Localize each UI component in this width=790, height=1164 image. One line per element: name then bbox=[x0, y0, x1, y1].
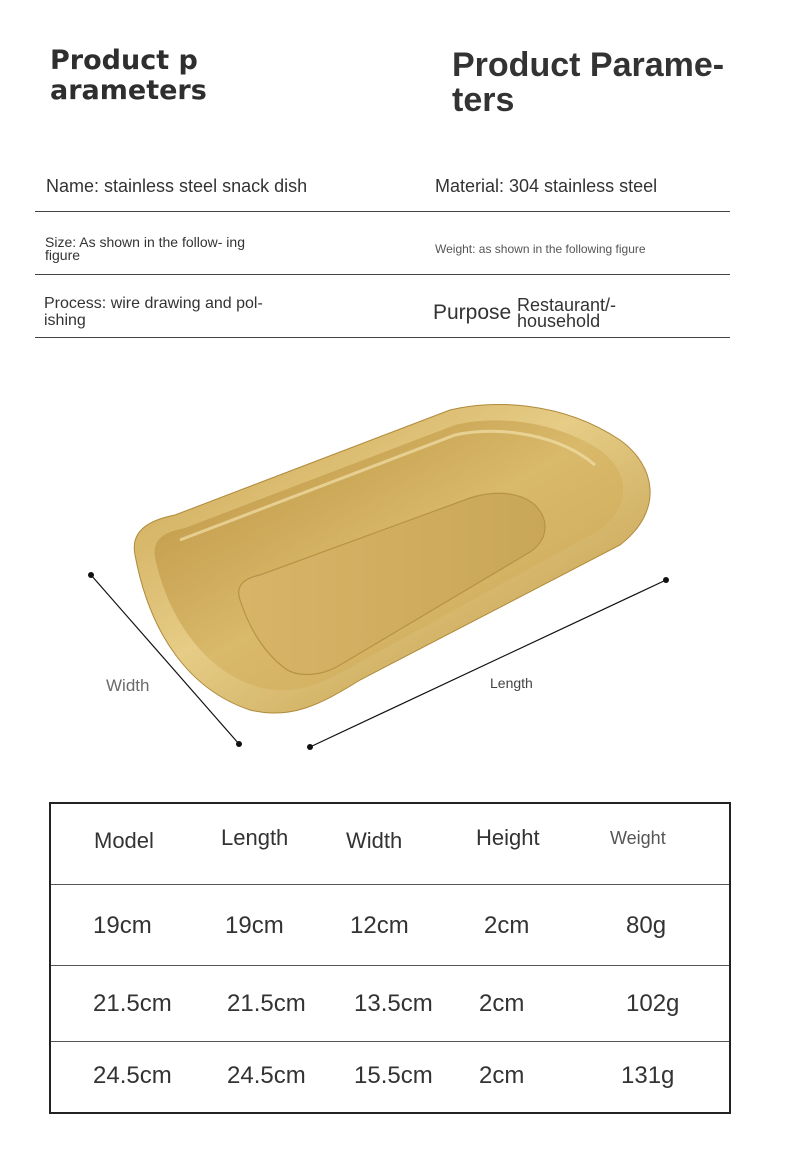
header-model: Model bbox=[94, 828, 154, 853]
cell-height: 2cm bbox=[479, 1062, 525, 1089]
length-dimension-end bbox=[663, 577, 669, 583]
cell-model: 24.5cm bbox=[93, 1062, 172, 1089]
header-length: Length bbox=[221, 825, 289, 850]
product-parameters-title: Product p arameters bbox=[50, 45, 207, 106]
cell-width: 12cm bbox=[350, 912, 409, 939]
cell-model: 21.5cm bbox=[93, 990, 172, 1017]
cell-length: 21.5cm bbox=[227, 990, 306, 1017]
width-dimension-end bbox=[88, 572, 94, 578]
param-material: Material: 304 stainless steel bbox=[435, 176, 658, 196]
cell-length: 19cm bbox=[225, 912, 284, 939]
width-label: Width bbox=[106, 676, 150, 695]
header-height: Height bbox=[476, 825, 540, 850]
length-dimension-end bbox=[307, 744, 313, 750]
param-weight: Weight: as shown in the following figure bbox=[435, 242, 646, 256]
param-size: Size: As shown in the follow- ing figure bbox=[45, 234, 245, 263]
length-label: Length bbox=[490, 675, 533, 691]
cell-weight: 102g bbox=[626, 990, 680, 1017]
param-purpose-value: Restaurant/- household bbox=[517, 295, 617, 331]
cell-height: 2cm bbox=[484, 912, 530, 939]
cell-length: 24.5cm bbox=[227, 1062, 306, 1089]
cell-weight: 131g bbox=[621, 1062, 675, 1089]
cell-width: 13.5cm bbox=[354, 990, 433, 1017]
header-width: Width bbox=[346, 828, 403, 853]
cell-width: 15.5cm bbox=[354, 1062, 433, 1089]
table-row bbox=[51, 885, 729, 966]
table-row bbox=[51, 1042, 729, 1112]
param-name: Name: stainless steel snack dish bbox=[46, 176, 308, 196]
param-process: Process: wire drawing and pol- ishing bbox=[44, 295, 263, 329]
parameters-list bbox=[35, 150, 730, 338]
cell-weight: 80g bbox=[626, 912, 667, 939]
table-row bbox=[51, 966, 729, 1042]
cell-height: 2cm bbox=[479, 990, 525, 1017]
cell-model: 19cm bbox=[93, 912, 152, 939]
param-purpose-label: Purpose bbox=[433, 301, 512, 324]
dish-illustration bbox=[0, 380, 790, 780]
dish-figure bbox=[0, 380, 790, 780]
product-parameters-title-secondary: Product Parame- ters bbox=[452, 46, 725, 119]
spec-table bbox=[49, 802, 731, 1114]
header-weight: Weight bbox=[610, 828, 666, 848]
spec-table-header bbox=[51, 804, 729, 885]
width-dimension-end bbox=[236, 741, 242, 747]
